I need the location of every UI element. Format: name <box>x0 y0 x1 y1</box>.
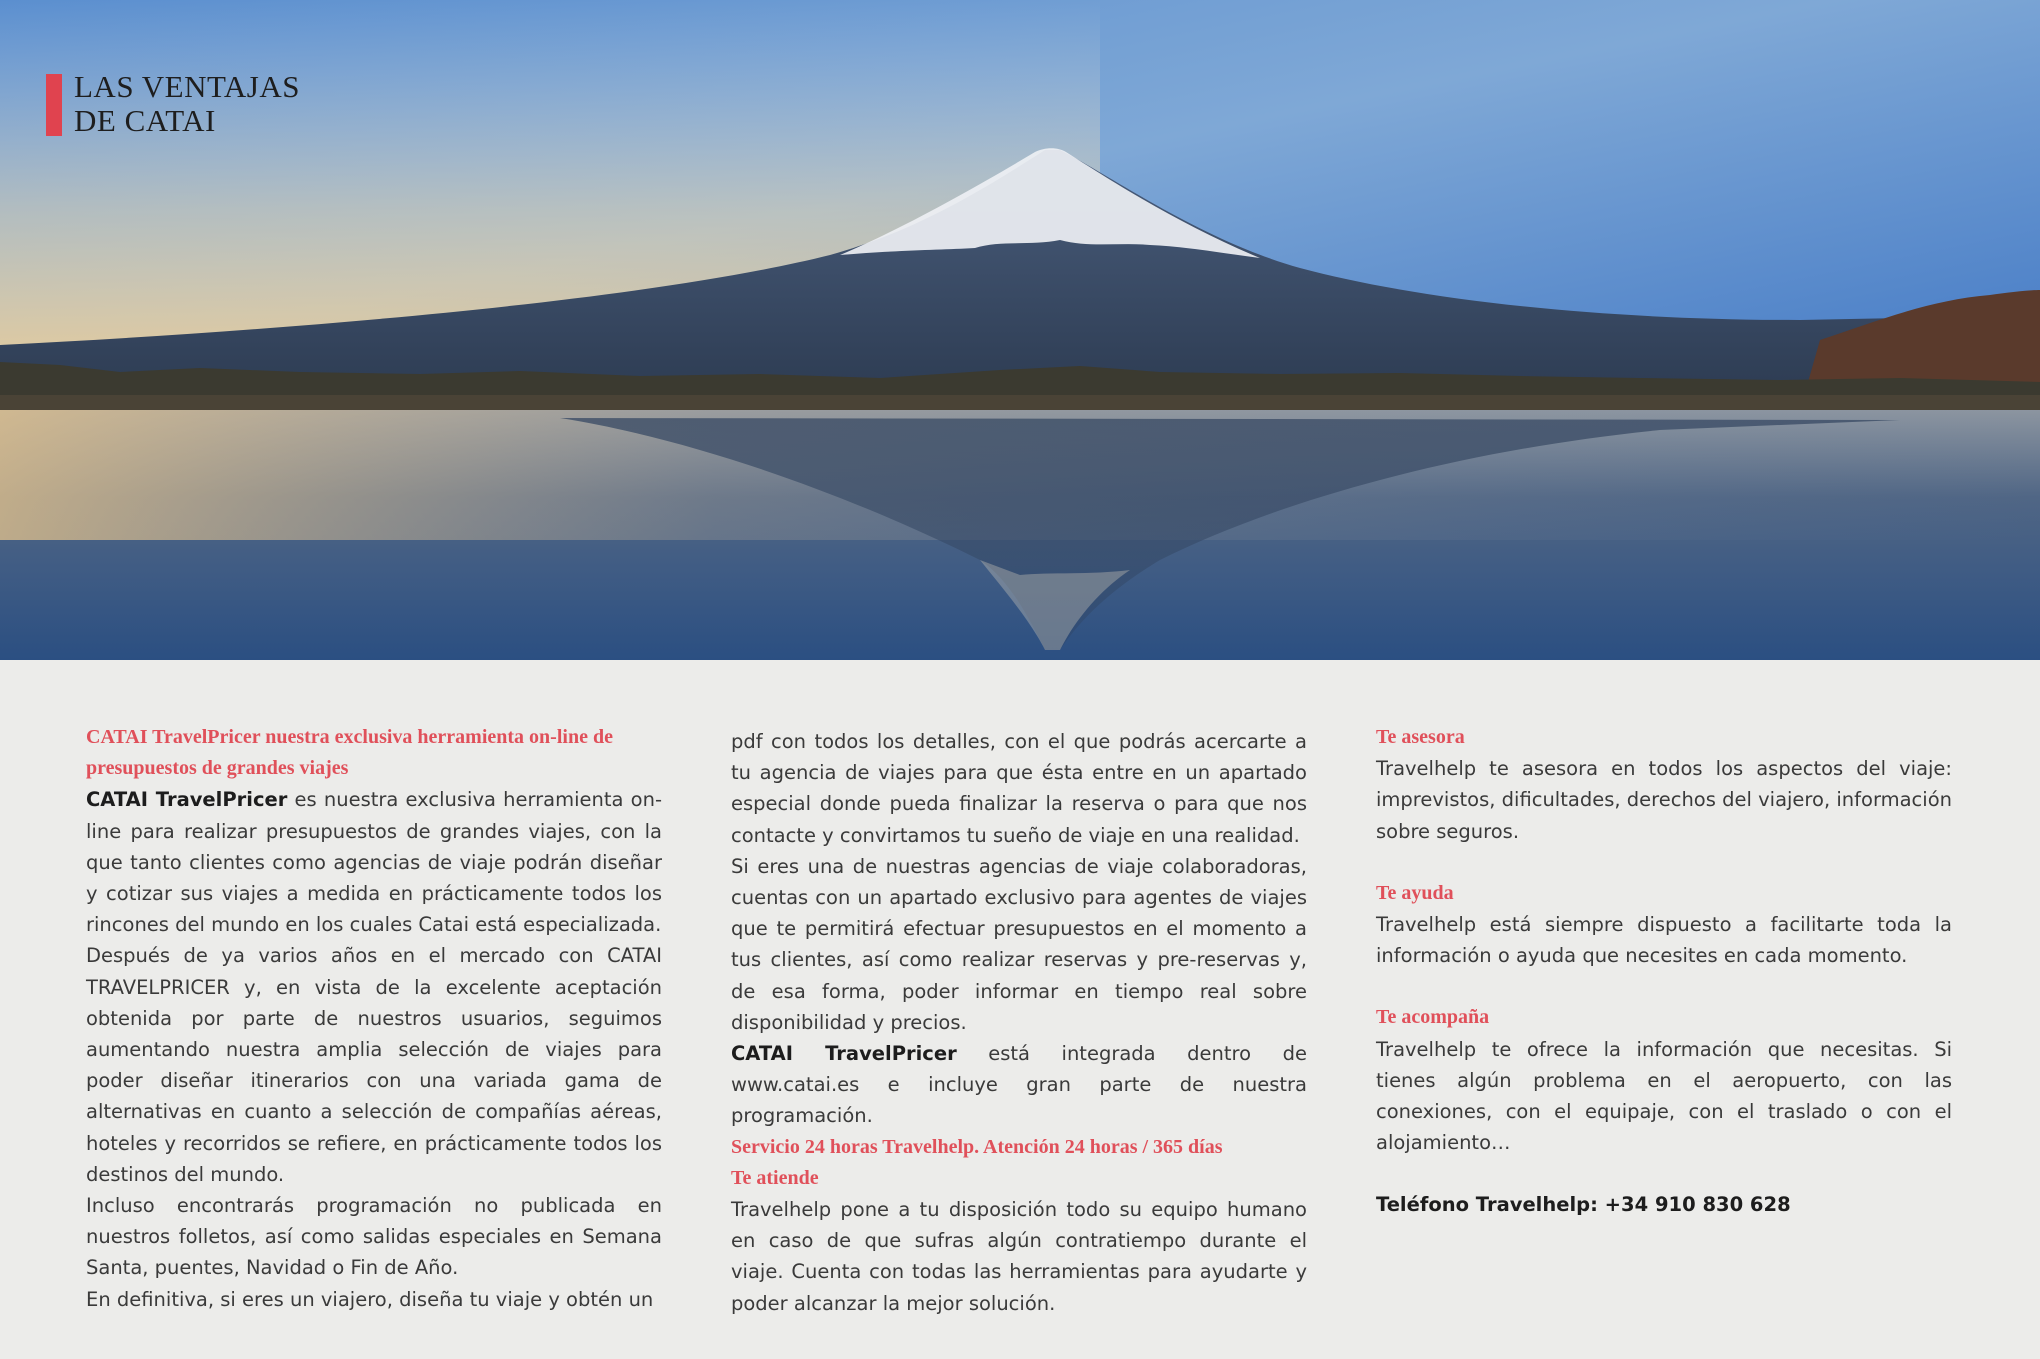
spacer <box>1376 847 1952 878</box>
asesora-heading: Te asesora <box>1376 726 1465 748</box>
ayuda-paragraph: Travelhelp está siempre dispuesto a facilitarte toda la información o ayuda que necesites en cada momento. <box>1376 913 1952 968</box>
title-line-2: DE CATAI <box>74 103 216 138</box>
title-line-1: LAS VENTAJAS <box>74 69 300 104</box>
travelpricer-history: Después de ya varios años en el mercado con CATAI TRAVELPRICER y, en vista de la excelente aceptación obtenida por parte de nuestros usuarios, seguimos aumentando nuestra amplia selección de viajes para poder diseñar itinerarios con una variada gama de alternativas en cuanto a selección de compañías aéreas, hoteles y recorridos se refiere, en prácticamente todos los destinos del mundo. <box>86 944 662 1186</box>
travelpricer-summary: En definitiva, si eres un viajero, diseña tu viaje y obtén un <box>86 1287 654 1311</box>
hero-image-mount-fuji <box>0 0 2040 660</box>
travelpricer-unpublished: Incluso encontrarás programación no publicada en nuestros folletos, así como salidas especiales en Semana Santa, puentes, Navidad o Fin de Año. <box>86 1194 662 1280</box>
asesora-paragraph: Travelhelp te asesora en todos los aspectos del viaje: imprevistos, dificultades, derechos del viajero, información sobre seguros. <box>1376 757 1952 843</box>
travelpricer-heading: CATAI TravelPricer nuestra exclusiva herramienta on-line de presupuestos de grandes viajes <box>86 726 613 780</box>
section-title <box>46 70 300 138</box>
agencies-paragraph: Si eres una de nuestras agencias de viaje colaboradoras, cuentas con un apartado exclusivo para agentes de viajes que te permitirá efectuar presupuestos en el momento a tus clientes, así como realizar reservas y pre-reservas y, de esa forma, poder informar en tiempo real sobre disponibilidad y precios. <box>731 854 1307 1034</box>
integration-paragraph <box>731 1038 1307 1132</box>
acompana-heading: Te acompaña <box>1376 1006 1490 1029</box>
title-accent-bar <box>46 74 62 136</box>
brand-name: CATAI TravelPricer <box>731 1042 957 1066</box>
acompana-paragraph: Travelhelp te ofrece la información que necesitas. Si tienes algún problema en el aeropuerto, con las conexiones, con el equipaje, con el traslado o con el alojamiento… <box>1376 1037 1952 1155</box>
spacer <box>1376 971 1952 1002</box>
column-2 <box>731 722 1307 1319</box>
travelhelp-phone: Teléfono Travelhelp: +34 910 830 628 <box>1376 1193 1791 1217</box>
pdf-paragraph: pdf con todos los detalles, con el que podrás acercarte a tu agencia de viajes para que ésta entre en un apartado especial donde pueda finalizar la reserva o para que nos contacte y convirtamos tu sueño de viaje en una realidad. <box>731 730 1307 847</box>
title-text <box>74 70 300 138</box>
intro-text: es nuestra exclusiva herramienta on-line para realizar presupuestos de grandes viajes, con la que tanto clientes como agencias de viaje podrán diseñar y cotizar sus viajes a medida en prácticamente todos los rincones del mundo en los cuales Catai está especializada. <box>86 788 662 937</box>
spacer <box>1376 1158 1952 1189</box>
atiende-heading: Te atiende <box>731 1166 819 1189</box>
atiende-paragraph: Travelhelp pone a tu disposición todo su equipo humano en caso de que sufras algún contratiempo durante el viaje. Cuenta con todas las herramientas para ayudarte y poder alcanzar la mejor solución. <box>731 1198 1307 1315</box>
content-columns <box>86 722 1956 1322</box>
ayuda-heading: Te ayuda <box>1376 881 1454 904</box>
brand-name: CATAI TravelPricer <box>86 788 288 812</box>
column-1 <box>86 722 662 1315</box>
travelpricer-intro <box>86 784 662 940</box>
integration-text: está integrada dentro de www.catai.es e incluye gran parte de nuestra programación. <box>731 1042 1307 1128</box>
column-3 <box>1376 722 1952 1221</box>
service-heading: Servicio 24 horas Travelhelp. Atención 24 horas / 365 días <box>731 1135 1223 1158</box>
